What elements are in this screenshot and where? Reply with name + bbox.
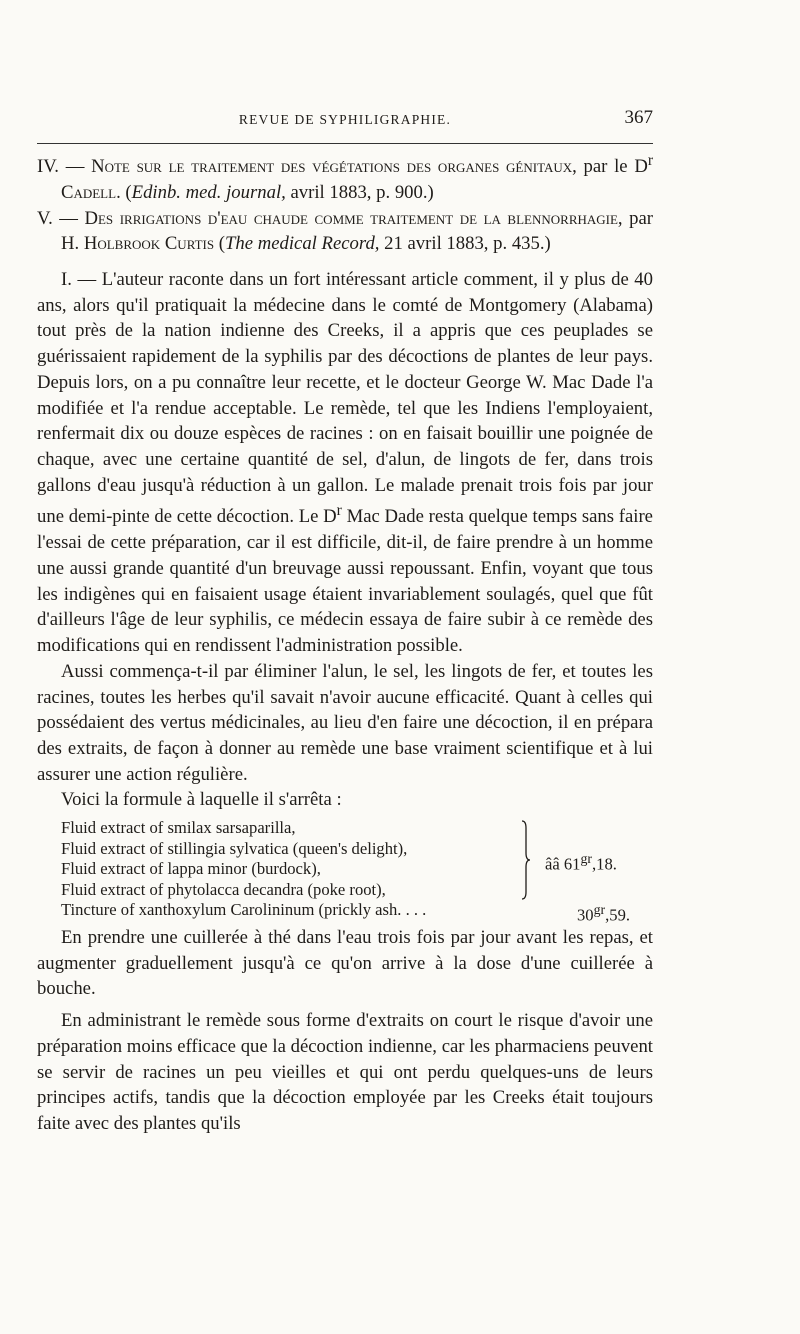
dose-last-unit: gr	[593, 902, 606, 918]
dose-last-decimal: ,59.	[605, 905, 631, 925]
note-source-journal: Edinb. med. journal,	[131, 181, 286, 203]
dr-superscript: r	[336, 502, 342, 520]
note-source-date: avril 1883, p. 900.)	[285, 181, 434, 203]
dose-aa-value: ââ 61	[545, 854, 581, 874]
spacer	[37, 257, 653, 267]
note-dr-superscript: r	[647, 152, 654, 169]
note-source-open: (	[214, 233, 225, 255]
formula-block	[37, 818, 653, 925]
dose-aa-decimal: ,18.	[592, 854, 617, 874]
paragraph-4: En prendre une cuillerée à thé dans l'eau trois fois par jour avant les repas, et augmenter graduellement jusqu'à ce qu'on arrive à la dose d'une cuillerée à bouche.	[37, 927, 653, 1000]
running-title: REVUE DE SYPHILIGRAPHIE.	[238, 112, 452, 127]
note-source-journal: The medical Record,	[225, 233, 380, 255]
paragraph-1-continuation: Mac Dade resta quelque temps sans faire l'essai de cette préparation, car il est difficile, dit-il, de faire prendre à un homme une aussi grande quantité d'un breuvage aussi repoussant. Enfin, voyant que tous les indigènes qui en faisaient usage étaient invariablement soulagés, quel que fût d'ailleurs l'âge de leur syphilis, ce médecin essaya de faire subir à ce remède des modifications qui en rendissent l'administration possible.	[37, 506, 653, 657]
paragraph-1-text: I. — L'auteur raconte dans un fort intéressant article comment, il y plus de 40 ans, alors qu'il pratiquait la médecine dans le comté de Montgomery (Alabama) tout près de la nation indienne des Creeks, il a appris que ces peuplades se guérissaient rapidement de la syphilis par des décoctions de plantes de leur pays. Depuis lors, on a pu connaître leur recette, et le docteur George W. Mac Dade l'a modifiée et l'a rendue acceptable. Le remède, tel que les Indiens l'employaient, renfermait dix ou douze espèces de racines : on en faisait bouillir une poignée de chaque, avec une certaine quantité de sel, d'alun, de lingots de fer, dans trois gallons d'eau jusqu'à réduction à un gallon. Le malade prenait trois fois par jour une demi-pinte de cette décoction. Le D	[37, 269, 653, 528]
note-par: par le D	[583, 156, 648, 178]
page-number: 367	[624, 107, 653, 128]
note-author: Holbrook Curtis	[83, 233, 215, 255]
note-iv	[37, 148, 653, 206]
note-v	[37, 206, 653, 257]
note-par: par H.	[61, 207, 653, 255]
note-numeral: IV. —	[37, 156, 92, 178]
formula-line: Fluid extract of stillingia sylvatica (queen's delight),	[61, 838, 408, 858]
dose-last-value: 30	[577, 905, 594, 925]
formula-line: Fluid extract of phytolacca decandra (poke root),	[61, 879, 386, 899]
note-author: Cadell.	[61, 181, 121, 203]
note-title: Des irrigations d'eau chaude comme traitement de la blennorrhagie,	[84, 207, 623, 229]
note-title: Note sur le traitement des végétations des organes génitaux,	[91, 156, 577, 178]
formula-line: Fluid extract of smilax sarsaparilla,	[61, 818, 296, 838]
brace-icon	[521, 820, 530, 900]
note-numeral: V. —	[37, 207, 85, 229]
header-rule	[37, 143, 653, 144]
formula-line: Fluid extract of lappa minor (burdock),	[61, 859, 321, 879]
dose-last	[577, 900, 630, 926]
note-source-date: 21 avril 1883, p. 435.)	[379, 233, 551, 255]
paragraph-1	[37, 267, 653, 659]
note-source-open: (	[120, 181, 132, 203]
page-header	[37, 104, 653, 132]
paragraph-2: Aussi commença-t-il par éliminer l'alun, le sel, les lingots de fer, et toutes les racines, toutes les herbes qu'il savait n'avoir aucune efficacité. Quant à celles qui possédaient des vertus médicinales, au lieu d'en faire une décoction, il en prépara des extraits, de façon à donner au remède une base vraiment scientifique et à lui assurer une action régulière.	[37, 660, 653, 785]
paragraph-3: Voici la formule à laquelle il s'arrêta :	[61, 789, 342, 811]
formula-line: Tincture of xanthoxylum Carolininum (prickly ash. . . .	[61, 900, 427, 920]
dose-aa-unit: gr	[580, 851, 593, 867]
dose-aa	[545, 849, 617, 875]
paragraph-5: En administrant le remède sous forme d'extraits on court le risque d'avoir une préparation moins efficace que la décoction indienne, car les pharmaciens peuvent se servir de racines un peu vieilles et qui ont perdu quelques-uns de leurs principes actifs, tandis que la décoction employée par les Creeks était toujours faite avec des plantes qu'ils	[37, 1010, 653, 1134]
article-body	[37, 148, 653, 1137]
